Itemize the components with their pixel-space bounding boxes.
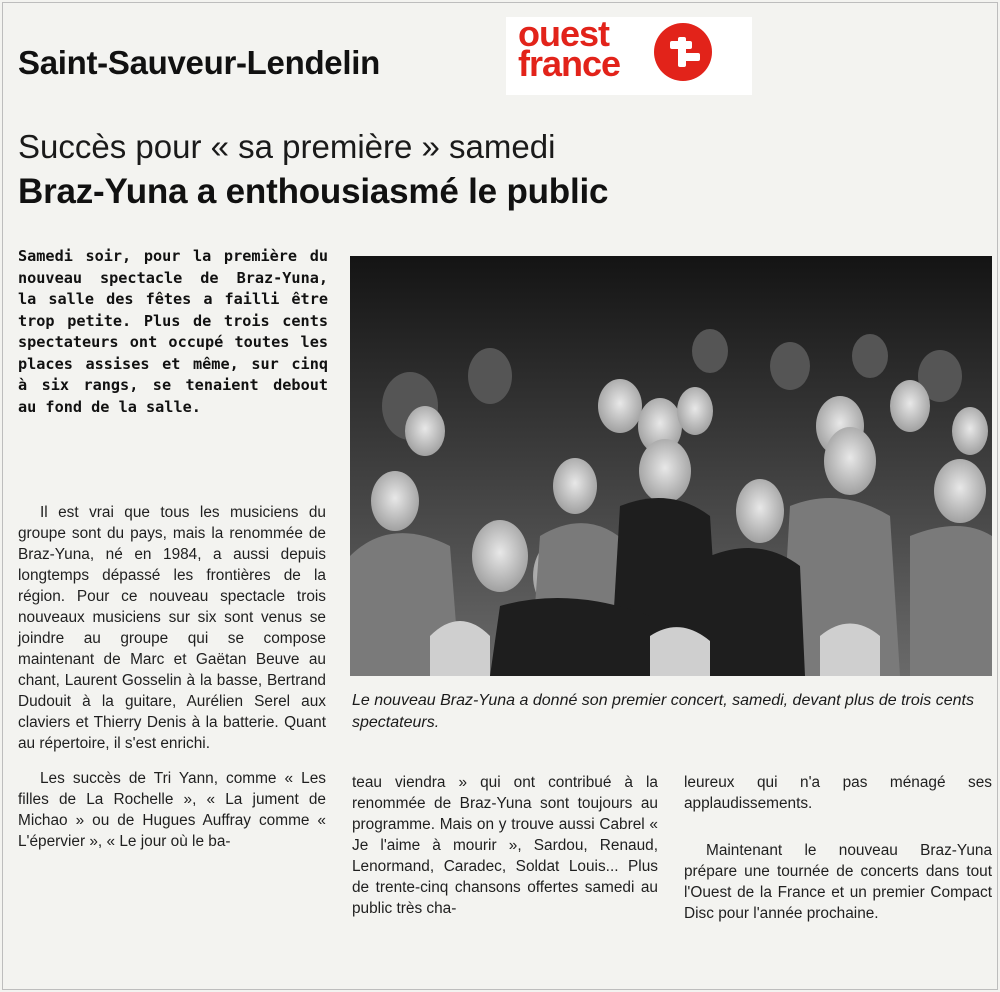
body-paragraph: teau viendra » qui ont contribué à la renommée de Braz-Yuna sont toujours au programme. Mais on y trouve aussi Cabrel « Je l'aime à mourir », Sardou, Renaud, Lenormand, Caradec, Soldat Louis... Plus de trente-cinq chansons offertes samedi au public très cha- xyxy=(352,774,658,917)
bleed-through-text xyxy=(760,80,1000,200)
body-paragraph: leureux qui n'a pas ménagé ses applaudissements. xyxy=(684,774,992,812)
body-paragraph: Les succès de Tri Yann, comme « Les filles de La Rochelle », « La jument de Michao » ou de Hugues Auffray comme « L'épervier », « Le jour où le ba- xyxy=(18,770,326,850)
logo-circle-icon xyxy=(654,23,712,81)
article-headline: Braz-Yuna a enthousiasmé le public xyxy=(18,172,609,211)
article-kicker: Succès pour « sa première » samedi xyxy=(18,128,556,165)
bleed-through-text xyxy=(800,20,1000,70)
logo-line-2: france xyxy=(518,43,621,84)
body-column-3 xyxy=(684,772,992,924)
body-paragraph: Maintenant le nouveau Braz-Yuna prépare une tournée de concerts dans tout l'Ouest de la France et un premier Compact Disc pour l'année prochaine. xyxy=(684,842,992,922)
logo-wordmark xyxy=(518,13,621,84)
location-title: Saint-Sauveur-Lendelin xyxy=(18,44,380,81)
logo-line-1: ouest xyxy=(518,13,610,54)
ouest-france-logo xyxy=(506,13,752,95)
audience-photo-illustration xyxy=(350,256,992,676)
body-paragraph: Il est vrai que tous les musiciens du groupe sont du pays, mais la renommée de Braz-Yuna, né en 1984, a aussi depuis longtemps dépassé les frontières de la région. Pour ce nouveau spectacle trois nouveaux musiciens sur six sont venus se joindre au groupe qui se compose maintenant de Marc et Gaëtan Beuve au chant, Laurent Gosselin à la basse, Bertrand Dudouit à la guitare, Aurélien Serel aux claviers et Thierry Denis à la batterie. Quant au répertoire, il s'est enrichi. xyxy=(18,504,326,752)
concert-audience-photo xyxy=(350,256,992,676)
body-column-2 xyxy=(352,772,658,919)
body-column-1 xyxy=(18,502,326,852)
article-lead: Samedi soir, pour la première du nouveau spectacle de Braz-Yuna, la salle des fêtes a failli être trop petite. Plus de trois cents spectateurs ont occupé toutes les places assises et même, sur cinq à six rangs, se tenaient debout au fond de la salle. xyxy=(18,247,328,416)
photo-caption: Le nouveau Braz-Yuna a donné son premier concert, samedi, devant plus de trois cents spectateurs. xyxy=(352,692,974,731)
